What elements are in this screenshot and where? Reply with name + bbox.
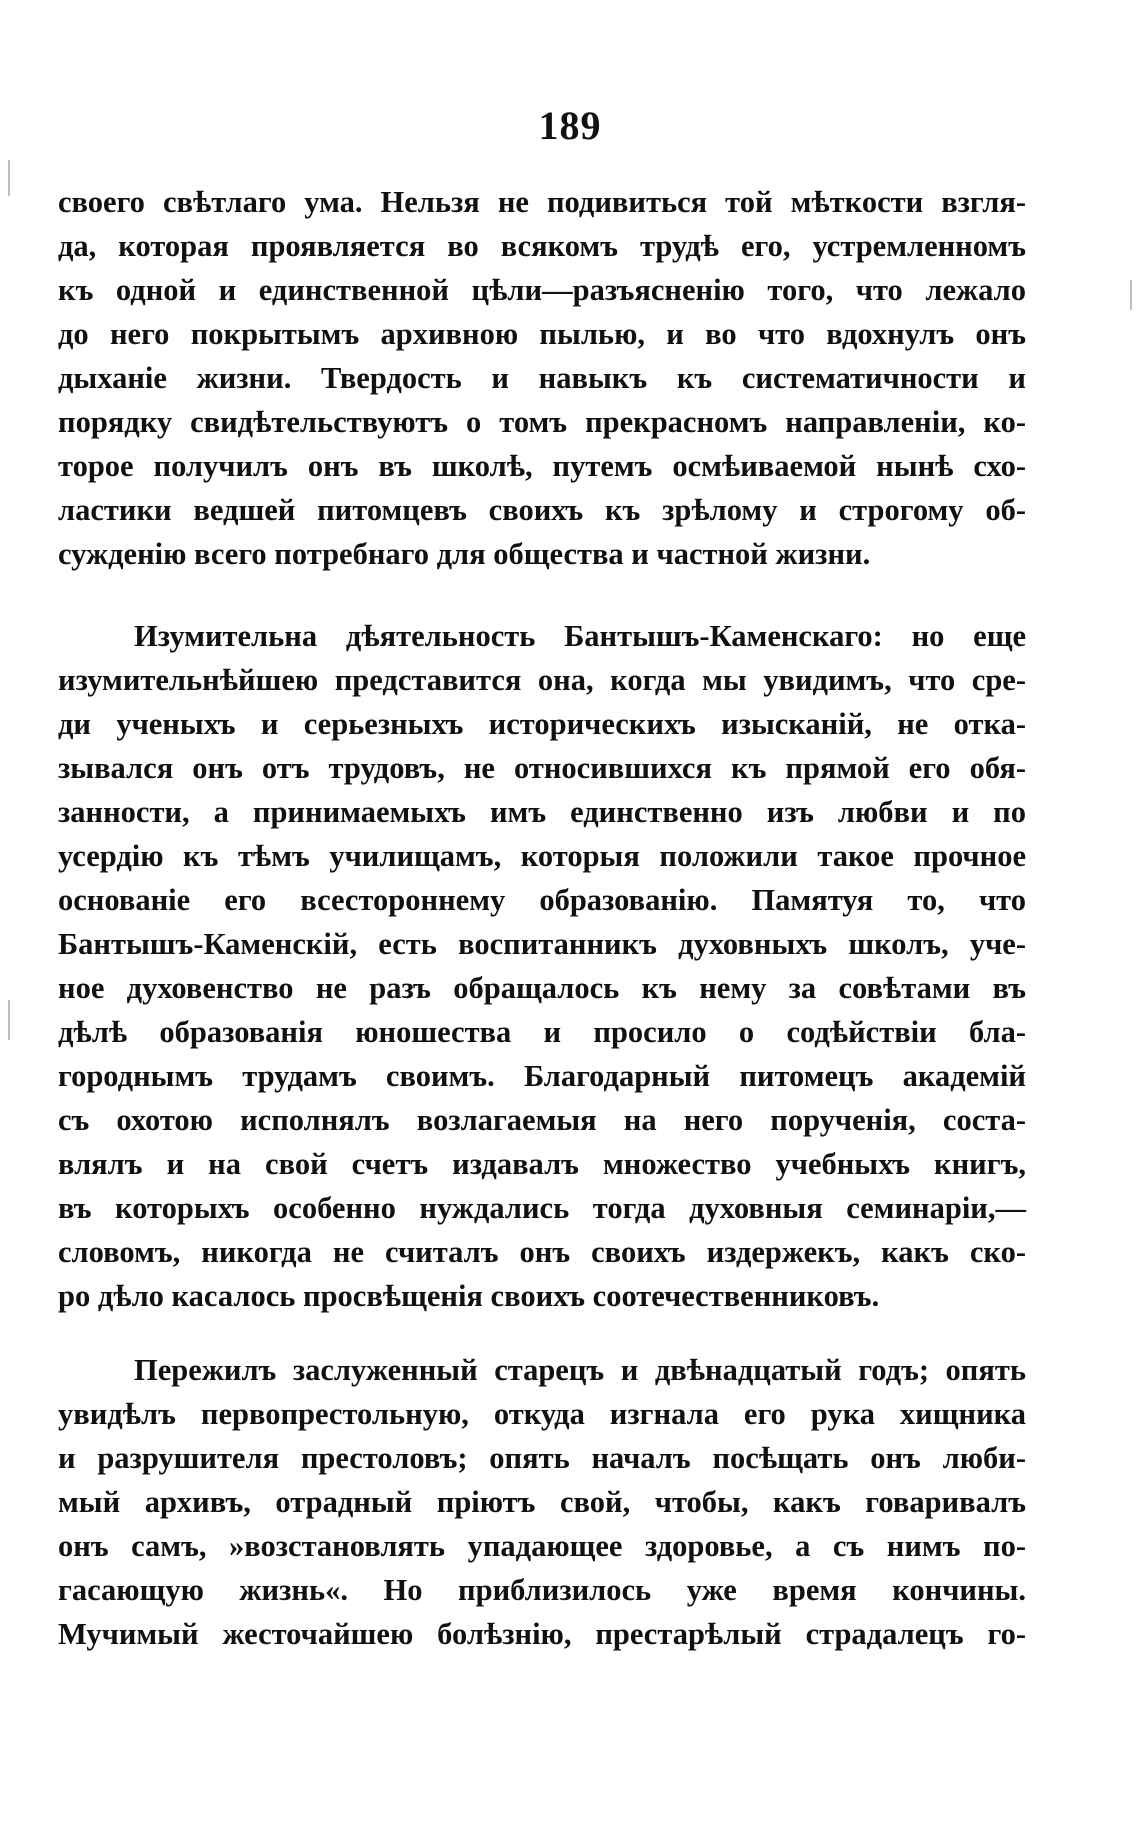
text-line: Пережилъ заслуженный старецъ и двѣнадцатый годъ; опять — [134, 1353, 1026, 1387]
text-line: основаніе его всестороннему образованію. Памятуя то, что — [58, 883, 1026, 917]
paragraph — [58, 1348, 1026, 1656]
text-line: влялъ и на свой счетъ издавалъ множество учебныхъ книгъ, — [58, 1147, 1026, 1181]
text-line: зывался онъ отъ трудовъ, не относившихся къ прямой его обя- — [58, 751, 1026, 785]
text-line: торое получилъ онъ въ школѣ, путемъ осмѣиваемой нынѣ схо- — [58, 449, 1026, 483]
text-line: своего свѣтлаго ума. Нельзя не подивиться той мѣткости взгля- — [58, 185, 1026, 219]
text-line: изумительнѣйшею представится она, когда мы увидимъ, что сре- — [58, 663, 1026, 697]
text-line: и разрушителя престоловъ; опять началъ посѣщать онъ люби- — [58, 1441, 1026, 1475]
text-line: ное духовенство не разъ обращалось къ нему за совѣтами въ — [58, 971, 1026, 1005]
paragraph — [58, 614, 1026, 1318]
scan-edge-mark-left — [8, 160, 10, 196]
text-line: усердію къ тѣмъ училищамъ, которыя положили такое прочное — [58, 839, 1026, 873]
text-line: Мучимый жесточайшею болѣзнію, престарѣлый страдалецъ го- — [58, 1617, 1026, 1651]
text-line: Изумительна дѣятельность Бантышъ-Каменскаго: но еще — [134, 619, 1026, 653]
text-line: мый архивъ, отрадный пріютъ свой, чтобы, какъ говаривалъ — [58, 1485, 1026, 1519]
text-line: до него покрытымъ архивною пылью, и во что вдохнулъ онъ — [58, 317, 1026, 351]
text-line: дѣлѣ образованія юношества и просило о содѣйствіи бла- — [58, 1015, 1026, 1049]
scan-edge-mark-right — [1130, 280, 1132, 310]
text-line: Бантышъ-Каменскій, есть воспитанникъ духовныхъ школъ, уче- — [58, 927, 1026, 961]
text-line: ро дѣло касалось просвѣщенія своихъ соотечественниковъ. — [58, 1279, 880, 1313]
text-line: гасающую жизнь«. Но приблизилось уже время кончины. — [58, 1573, 1026, 1607]
text-line: да, которая проявляется во всякомъ трудѣ его, устремленномъ — [58, 229, 1026, 263]
text-line: городнымъ трудамъ своимъ. Благодарный питомецъ академій — [58, 1059, 1026, 1093]
paragraph — [58, 180, 1026, 576]
text-line: занности, а принимаемыхъ имъ единственно изъ любви и по — [58, 795, 1026, 829]
text-line: увидѣлъ первопрестольную, откуда изгнала его рука хищника — [58, 1397, 1026, 1431]
scan-edge-mark-left — [8, 1000, 10, 1040]
text-line: ди ученыхъ и серьезныхъ историческихъ изысканій, не отка- — [58, 707, 1026, 741]
text-line: къ одной и единственной цѣли—разъясненію того, что лежало — [58, 273, 1026, 307]
text-line: въ которыхъ особенно нуждались тогда духовныя семинаріи,— — [58, 1191, 1026, 1225]
text-line: словомъ, никогда не считалъ онъ своихъ издержекъ, какъ ско- — [58, 1235, 1026, 1269]
page-number: 189 — [538, 103, 602, 148]
text-line: онъ самъ, »возстановлять упадающее здоровье, а съ нимъ по- — [58, 1529, 1026, 1563]
text-line: дыханіе жизни. Твердость и навыкъ къ систематичности и — [58, 361, 1026, 395]
text-line: сужденію всего потребнаго для общества и частной жизни. — [58, 537, 871, 571]
text-line: съ охотою исполнялъ возлагаемыя на него порученія, соста- — [58, 1103, 1026, 1137]
text-line: ластики ведшей питомцевъ своихъ къ зрѣлому и строгому об- — [58, 493, 1026, 527]
text-line: порядку свидѣтельствуютъ о томъ прекрасномъ направленіи, ко- — [58, 405, 1026, 439]
